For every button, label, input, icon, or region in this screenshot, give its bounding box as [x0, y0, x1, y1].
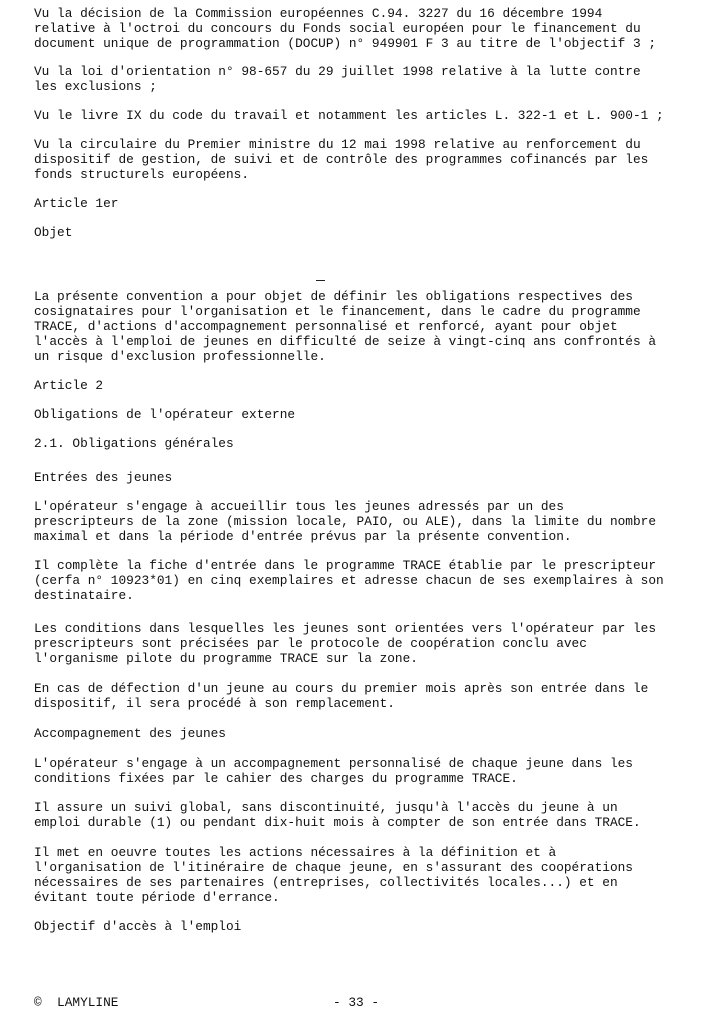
paragraph: [34, 289, 656, 364]
text-line: document unique de programmation (DOCUP) n° 949901 F 3 au titre de l'objectif 3 ;: [34, 36, 657, 51]
text-line: L'opérateur s'engage à un accompagnement personnalisé de chaque jeune dans les: [34, 756, 633, 771]
text-line: les exclusions ;: [34, 79, 157, 94]
paragraph: [34, 6, 656, 51]
text-line: Article 2: [34, 378, 104, 393]
text-line: Vu la loi d'orientation n° 98-657 du 29 juillet 1998 relative à la lutte contre: [34, 64, 641, 79]
paragraph: [34, 137, 648, 182]
paragraph: [34, 407, 295, 422]
text-line: prescripteurs sont précisées par le protocole de coopération conclu avec: [34, 636, 587, 651]
paragraph: [34, 621, 656, 666]
paragraph: [34, 225, 72, 240]
paragraph: [34, 800, 641, 830]
text-line: Il met en oeuvre toutes les actions nécessaires à la définition et à: [34, 845, 557, 860]
text-line: TRACE, d'actions d'accompagnement personnalisé et renforcé, ayant pour objet: [34, 319, 618, 334]
paragraph: [34, 558, 664, 603]
text-line: Il complète la fiche d'entrée dans le programme TRACE établie par le prescripteur: [34, 558, 657, 573]
text-line: (cerfa n° 10923*01) en cinq exemplaires et adresse chacun de ses exemplaires à son: [34, 573, 664, 588]
text-line: En cas de défection d'un jeune au cours du premier mois après son entrée dans le: [34, 681, 649, 696]
text-line: Objet: [34, 225, 73, 240]
paragraph: [34, 436, 234, 451]
text-line: maximal et dans la période d'entrée prévus par la présente convention.: [34, 529, 572, 544]
text-line: Les conditions dans lesquelles les jeunes sont orientées vers l'opérateur par les: [34, 621, 657, 636]
text-line: Objectif d'accès à l'emploi: [34, 919, 242, 934]
text-line: prescripteurs de la zone (mission locale, PAIO, ou ALE), dans la limite du nombre: [34, 514, 657, 529]
text-line: nécessaires de ses partenaires (entreprises, collectivités locales...) et en: [34, 875, 618, 890]
text-line: fonds structurels européens.: [34, 167, 250, 182]
text-line: destinataire.: [34, 588, 134, 603]
text-line: Accompagnement des jeunes: [34, 726, 226, 741]
text-line: Article 1er: [34, 196, 119, 211]
text-line: un risque d'exclusion professionnelle.: [34, 349, 326, 364]
paragraph: [34, 108, 664, 123]
text-line: conditions fixées par le cahier des charges du programme TRACE.: [34, 771, 518, 786]
paragraph: [34, 196, 118, 211]
text-line: l'organisation de l'itinéraire de chaque jeune, en s'assurant des coopérations: [34, 860, 633, 875]
paragraph: [34, 756, 633, 786]
paragraph: [34, 64, 641, 94]
footer-copyright: © LAMYLINE: [34, 995, 119, 1010]
text-line: dispositif, il sera procédé à son remplacement.: [34, 696, 395, 711]
paragraph: [34, 499, 656, 544]
paragraph: [34, 470, 172, 485]
text-line: évitant toute période d'errance.: [34, 890, 280, 905]
text-line: Vu le livre IX du code du travail et notamment les articles L. 322-1 et L. 900-1 ;: [34, 108, 664, 123]
text-line: Obligations de l'opérateur externe: [34, 407, 296, 422]
paragraph: [34, 681, 648, 711]
scan-mark: [316, 280, 325, 281]
text-line: relative à l'octroi du concours du Fonds social européen pour le financement du: [34, 21, 641, 36]
text-line: Il assure un suivi global, sans discontinuité, jusqu'à l'accès du jeune à un: [34, 800, 618, 815]
paragraph: [34, 919, 241, 934]
page-number: - 33 -: [333, 995, 380, 1010]
paragraph: [34, 378, 103, 393]
text-line: L'opérateur s'engage à accueillir tous les jeunes adressés par un des: [34, 499, 564, 514]
text-line: emploi durable (1) ou pendant dix-huit mois à compter de son entrée dans TRACE.: [34, 815, 641, 830]
text-line: Entrées des jeunes: [34, 470, 173, 485]
text-line: La présente convention a pour objet de définir les obligations respectives des: [34, 289, 633, 304]
text-line: l'organisme pilote du programme TRACE sur la zone.: [34, 651, 418, 666]
text-line: l'accès à l'emploi de jeunes en difficulté de seize à vingt-cinq ans confrontés à: [34, 334, 657, 349]
text-line: cosignataires pour l'organisation et le financement, dans le cadre du programme: [34, 304, 641, 319]
text-line: Vu la circulaire du Premier ministre du 12 mai 1998 relative au renforcement du: [34, 137, 641, 152]
text-line: dispositif de gestion, de suivi et de contrôle des programmes cofinancés par les: [34, 152, 649, 167]
paragraph: [34, 845, 633, 905]
paragraph: [34, 726, 226, 741]
text-line: 2.1. Obligations générales: [34, 436, 234, 451]
text-line: Vu la décision de la Commission européennes C.94. 3227 du 16 décembre 1994: [34, 6, 603, 21]
